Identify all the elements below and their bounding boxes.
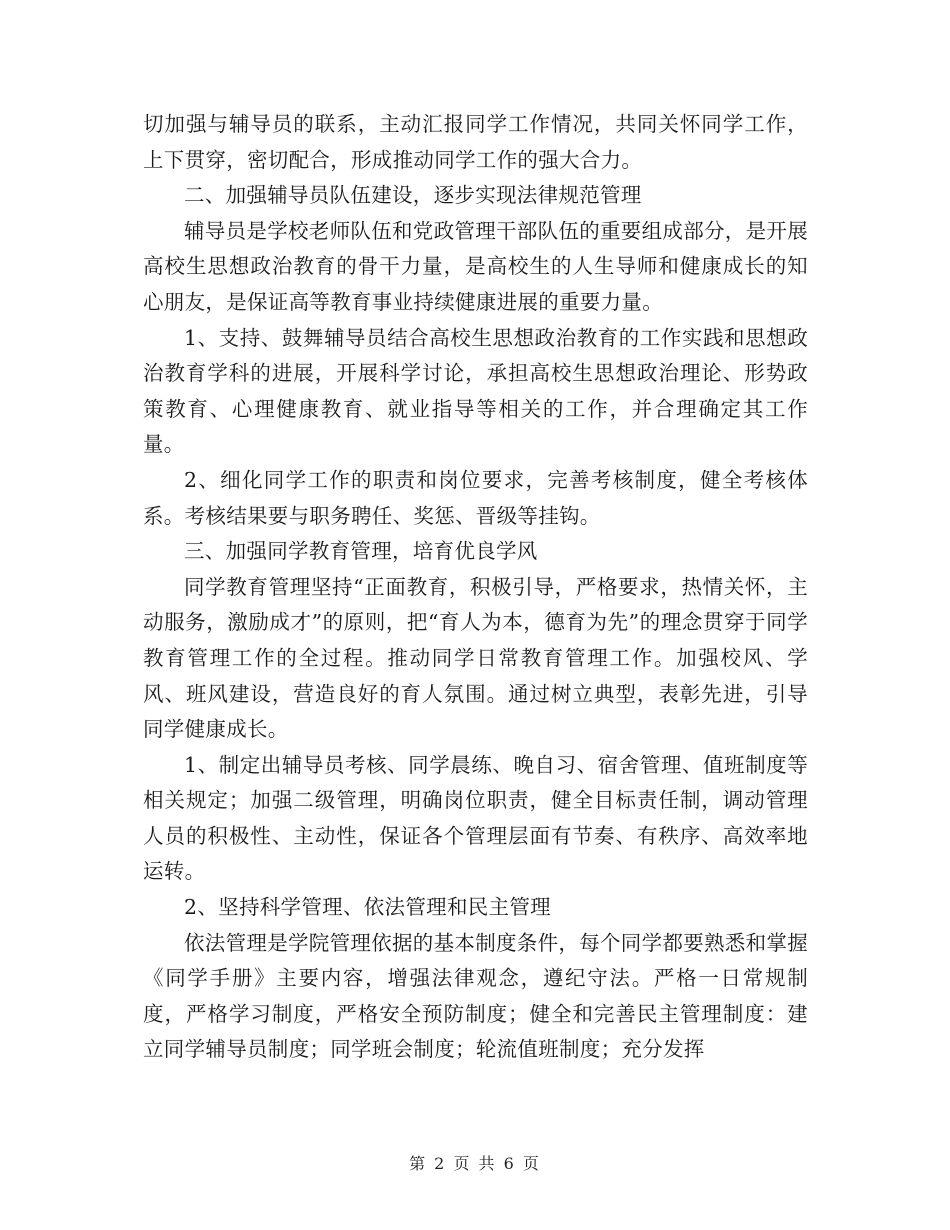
- paragraph-1: 切加强与辅导员的联系，主动汇报同学工作情况，共同关怀同学工作，上下贯穿，密切配合，形成推动同学工作的强大合力。: [143, 112, 808, 172]
- paragraph-8: 1、制定出辅导员考核、同学晨练、晚自习、宿舍管理、值班制度等相关规定；加强二级管理，明确岗位职责，健全目标责任制，调动管理人员的积极性、主动性，保证各个管理层面有节奏、有秩序、高效率地运转。: [143, 752, 808, 884]
- paragraph-9: 2、坚持科学管理、依法管理和民主管理: [184, 895, 551, 920]
- paragraph-5: 2、细化同学工作的职责和岗位要求，完善考核制度，健全考核体系。考核结果要与职务聘任、奖惩、晋级等挂钩。: [143, 467, 808, 528]
- page-number-footer: 第 2 页 共 6 页: [409, 1154, 541, 1173]
- paragraph-10: 依法管理是学院管理依据的基本制度条件，每个同学都要熟悉和掌握《同学手册》主要内容，增强法律观念，遵纪守法。严格一日常规制度，严格学习制度，严格安全预防制度；健全和完善民主管理制度：建立同学辅导员制度；同学班会制度；轮流值班制度；充分发挥: [143, 930, 808, 1062]
- paragraph-4: 1、支持、鼓舞辅导员结合高校生思想政治教育的工作实践和思想政治教育学科的进展，开展科学讨论，承担高校生思想政治理论、形势政策教育、心理健康教育、就业指导等相关的工作，并合理确定其工作量。: [143, 325, 808, 457]
- paragraph-3: 辅导员是学校老师队伍和党政管理干部队伍的重要组成部分，是开展高校生思想政治教育的骨干力量，是高校生的人生导师和健康成长的知心朋友，是保证高等教育事业持续健康进展的重要力量。: [143, 218, 808, 314]
- document-body: [143, 107, 808, 1068]
- section-heading-2: 二、加强辅导员队伍建设，逐步实现法律规范管理: [184, 183, 642, 208]
- section-heading-3: 三、加强同学教育管理，培育优良学风: [184, 539, 538, 564]
- paragraph-7: 同学教育管理坚持“正面教育，积极引导，严格要求，热情关怀，主动服务，激励成才”的原则，把“育人为本，德育为先”的理念贯穿于同学教育管理工作的全过程。推动同学日常教育管理工作。加强校风、学风、班风建设，营造良好的育人氛围。通过树立典型，表彰先进，引导同学健康成长。: [143, 574, 808, 742]
